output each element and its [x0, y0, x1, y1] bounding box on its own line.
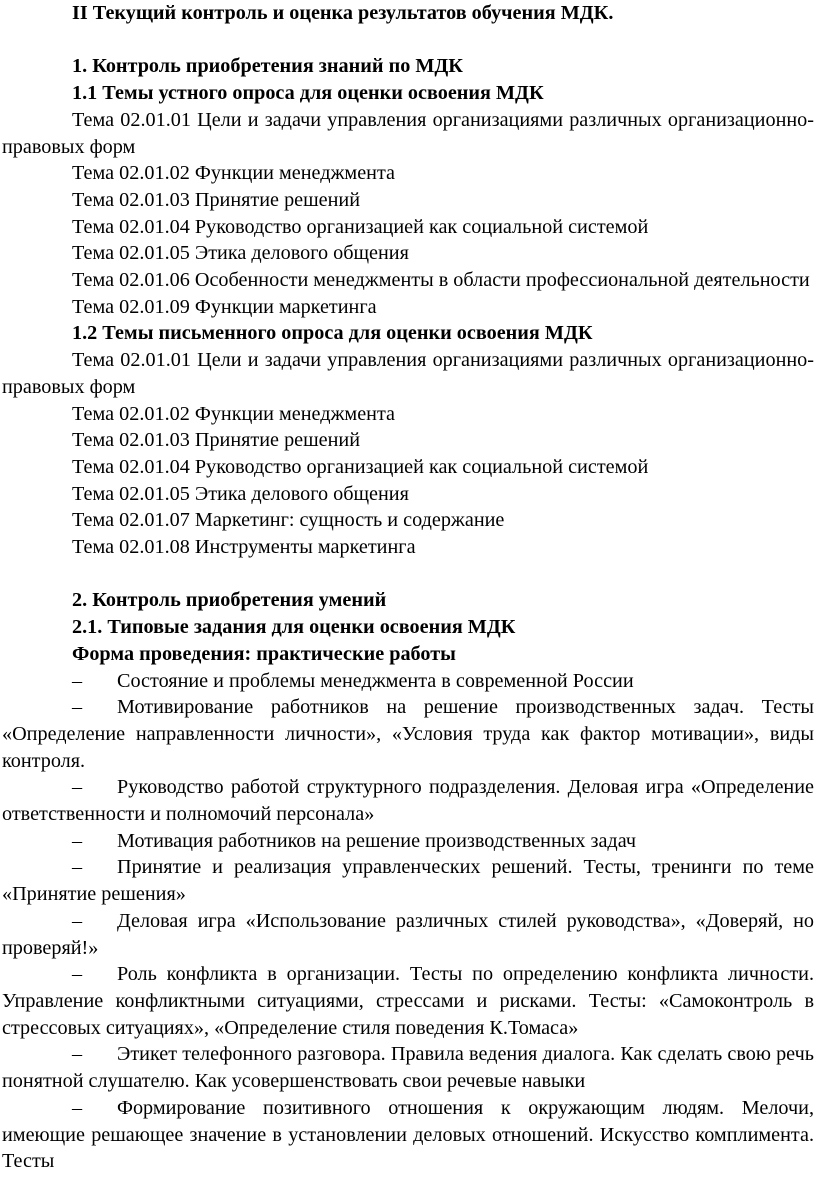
dash-bullet: –: [72, 669, 83, 692]
practice-item: [2, 961, 814, 1041]
dash-bullet: –: [72, 1043, 83, 1066]
blank-line: [2, 561, 814, 588]
section1-sub2-title: 1.2 Темы письменного опроса для оценки освоения МДК: [72, 322, 593, 345]
practice-item: [2, 854, 814, 907]
dash-bullet: –: [72, 696, 83, 719]
practice-item-text: Состояние и проблемы менеджмента в современной России: [117, 669, 634, 692]
section2-sub1-title: 2.1. Типовые задания для оценки освоения МДК: [72, 616, 516, 639]
written-topic: Тема 02.01.08 Инструменты маркетинга: [72, 536, 416, 559]
practice-item-text: Мотивирование работников на решение производственных задач. Тесты «Определение направленности личности», «Условия труда как фактор мотивации», виды контроля.: [2, 696, 814, 772]
practice-item: [2, 908, 814, 961]
dash-bullet: –: [72, 1096, 83, 1119]
dash-bullet: –: [72, 963, 83, 986]
practice-item: [2, 828, 814, 855]
practice-item-text: Роль конфликта в организации. Тесты по определению конфликта личности. Управление конфликтными ситуациями, стрессами и рисками. Тесты: «Самоконтроль в стрессовых ситуациях», «Определение стиля поведения К.Томаса»: [2, 963, 814, 1039]
practice-item: [2, 774, 814, 827]
practice-item: [2, 668, 814, 695]
section1-sub1-title: 1.1 Темы устного опроса для оценки освоения МДК: [72, 82, 544, 105]
practice-item-text: Мотивация работников на решение производственных задач: [117, 829, 637, 852]
dash-bullet: –: [72, 776, 83, 799]
practice-item: [2, 1041, 814, 1094]
written-topic: Тема 02.01.05 Этика делового общения: [72, 482, 409, 505]
practice-item-text: Руководство работой структурного подразделения. Деловая игра «Определение ответственности и полномочий персонала»: [2, 776, 814, 826]
practice-item: [2, 1095, 814, 1175]
dash-bullet: –: [72, 856, 83, 879]
oral-topic: Тема 02.01.03 Принятие решений: [72, 188, 361, 211]
oral-topic: Тема 02.01.06 Особенности менеджменты в области профессиональной деятельности: [72, 269, 810, 292]
section2-title: 2. Контроль приобретения умений: [72, 589, 387, 612]
blank-line: [2, 27, 814, 54]
oral-topic: Тема 02.01.04 Руководство организацией как социальной системой: [72, 215, 649, 238]
written-topic: Тема 02.01.02 Функции менеджмента: [72, 402, 395, 425]
practice-item-text: Деловая игра «Использование различных стилей руководства», «Доверяй, но проверяй!»: [2, 909, 814, 959]
practice-item-text: Принятие и реализация управленческих решений. Тесты, тренинги по теме «Принятие решения»: [2, 856, 814, 906]
written-topic: Тема 02.01.07 Маркетинг: сущность и содержание: [72, 509, 505, 532]
practice-item-text: Формирование позитивного отношения к окружающим людям. Мелочи, имеющие решающее значение в установлении деловых отношений. Искусство комплимента. Тесты: [2, 1096, 814, 1173]
written-topic: Тема 02.01.03 Принятие решений: [72, 429, 361, 452]
practice-form-label: Форма проведения: практические работы: [72, 642, 456, 665]
section1-title: 1. Контроль приобретения знаний по МДК: [72, 55, 463, 78]
document-heading: II Текущий контроль и оценка результатов обучения МДК.: [72, 2, 614, 24]
oral-topic: Тема 02.01.05 Этика делового общения: [72, 242, 409, 265]
oral-topic: Тема 02.01.09 Функции маркетинга: [72, 295, 377, 318]
written-topic: Тема 02.01.04 Руководство организацией как социальной системой: [72, 455, 649, 478]
practice-item: [2, 694, 814, 774]
practice-item-text: Этикет телефонного разговора. Правила ведения диалога. Как сделать свою речь понятной слушателю. Как усовершенствовать свои речевые навыки: [2, 1043, 814, 1093]
written-topic: Тема 02.01.01 Цели и задачи управления организациями различных организационно-правовых форм: [2, 349, 814, 398]
oral-topic: Тема 02.01.02 Функции менеджмента: [72, 162, 395, 185]
oral-topic: Тема 02.01.01 Цели и задачи управления организациями различных организационно-правовых форм: [2, 108, 814, 158]
dash-bullet: –: [72, 909, 83, 932]
dash-bullet: –: [72, 829, 83, 852]
